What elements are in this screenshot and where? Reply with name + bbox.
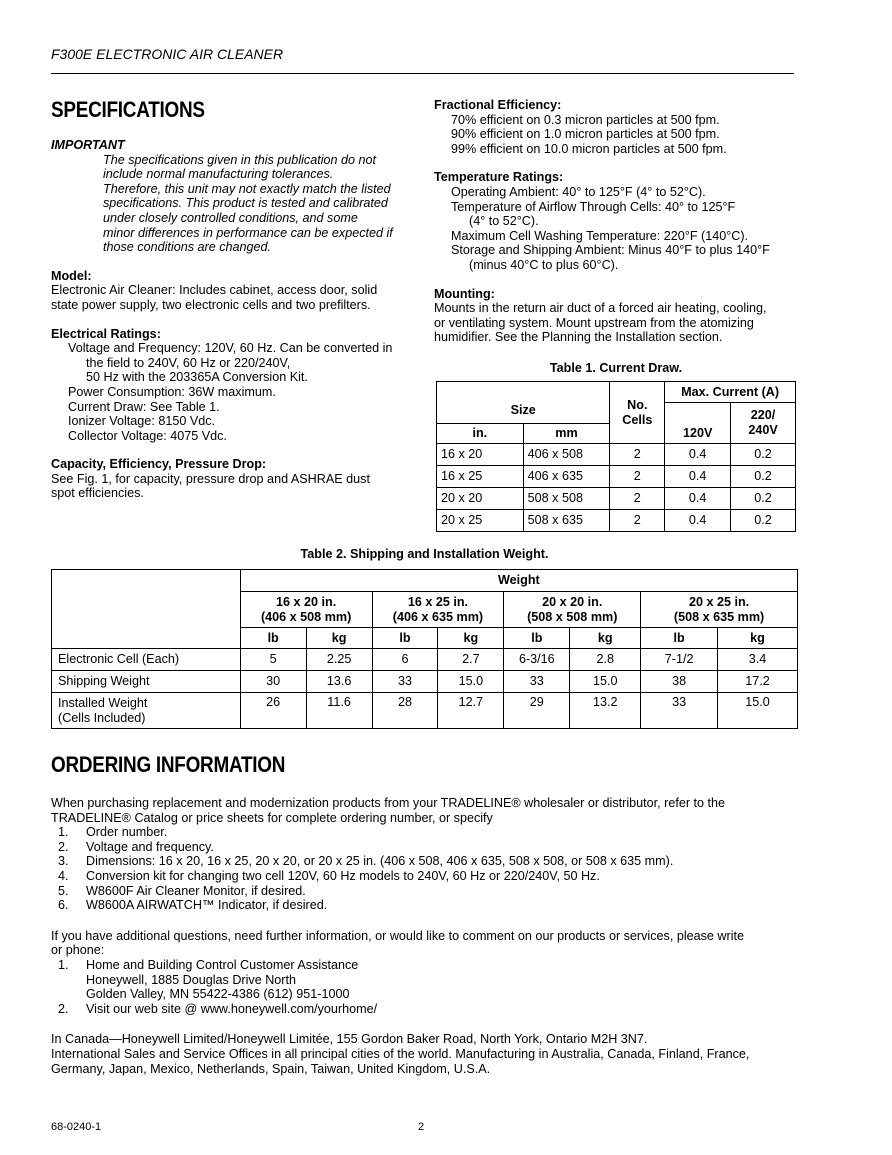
table-cell: 28 [372, 693, 438, 729]
capacity-section [51, 457, 421, 501]
address-line: Home and Building Control Customer Assistance [86, 957, 359, 972]
table-cell: 15.0 [570, 671, 641, 693]
list-item [51, 1002, 811, 1017]
table-cell: 6 [372, 649, 438, 671]
electrical-line: Current Draw: See Table 1. [68, 399, 220, 414]
table-cell: 30 [240, 671, 306, 693]
important-line: Therefore, this unit may not exactly match the listed [103, 181, 391, 196]
questions-line: If you have additional questions, need further information, or would like to comment on our products or services, please write [51, 928, 745, 943]
table1-size-header: Size [437, 382, 610, 424]
ordering-list [51, 825, 811, 913]
running-header: F300E ELECTRONIC AIR CLEANER [51, 46, 284, 62]
table-cell: 5 [240, 649, 306, 671]
table-cell: 33 [504, 671, 570, 693]
table-cell: 406 x 635 [523, 466, 610, 488]
table-cell: 508 x 508 [523, 488, 610, 510]
list-item [51, 825, 811, 840]
table-cell: 6-3/16 [504, 649, 570, 671]
temperature-label: Temperature Ratings: [434, 170, 564, 185]
table-cell: 0.4 [665, 444, 731, 466]
table-row [52, 649, 798, 671]
address-line: Golden Valley, MN 55422-4386 (612) 951-1000 [86, 987, 350, 1002]
specs-right-column [434, 98, 804, 345]
list-item [51, 884, 811, 899]
table-row [52, 671, 798, 693]
table-cell: 13.6 [306, 671, 372, 693]
contact-address [86, 958, 358, 1002]
size-header-line: (508 x 635 mm) [673, 609, 765, 624]
unit-header: kg [306, 628, 372, 649]
table1-mm-header: mm [523, 424, 610, 444]
mounting-label: Mounting: [434, 286, 495, 301]
table-cell: 2 [610, 466, 665, 488]
important-line: specifications. This product is tested and calibrated [103, 196, 388, 211]
table-cell: 16 x 20 [437, 444, 524, 466]
size-header-line: 16 x 20 in. [276, 594, 337, 609]
model-line: state power supply, two electronic cells and two prefilters. [51, 297, 371, 312]
important-line: minor differences in performance can be expected if [103, 225, 393, 240]
table1-caption: Table 1. Current Draw. [549, 361, 683, 375]
capacity-line: See Fig. 1, for capacity, pressure drop and ASHRAE dust [51, 471, 370, 486]
item-text: W8600F Air Cleaner Monitor, if desired. [86, 883, 306, 898]
item-number: 3. [58, 854, 69, 869]
size-header-line: 20 x 25 in. [688, 594, 750, 609]
item-number: 5. [58, 883, 69, 898]
electrical-line: Collector Voltage: 4075 Vdc. [68, 428, 227, 443]
unit-header: lb [372, 628, 438, 649]
table-row [437, 488, 796, 510]
table1-max-current-header: Max. Current (A) [665, 382, 796, 403]
table-cell: 406 x 508 [523, 444, 610, 466]
table-cell: 0.4 [665, 488, 731, 510]
table-cell: 0.2 [731, 466, 796, 488]
electrical-line: Ionizer Voltage: 8150 Vdc. [68, 414, 216, 429]
table2-corner [52, 570, 241, 649]
table-cell: 2 [610, 510, 665, 532]
website-text: Visit our web site @ www.honeywell.com/yourhome/ [86, 1001, 378, 1016]
important-line: The specifications given in this publication do not [103, 152, 377, 167]
specs-heading: SPECIFICATIONS [51, 97, 205, 122]
table-cell: 2.7 [438, 649, 504, 671]
table2-size-header [240, 592, 372, 628]
mounting-line: or ventilating system. Mount upstream from the atomizing [434, 315, 754, 330]
row-label: Electronic Cell (Each) [52, 649, 241, 671]
important-note [51, 138, 421, 255]
table2-caption: Table 2. Shipping and Installation Weight. [300, 547, 549, 561]
temperature-line: Temperature of Airflow Through Cells: 40° to 125°F [451, 199, 736, 214]
row-label-line: Installed Weight [58, 695, 148, 710]
electrical-line: the field to 240V, 60 Hz or 220/240V, [86, 355, 291, 370]
list-item [51, 958, 811, 1002]
important-body [51, 153, 421, 255]
questions-line: or phone: [51, 943, 105, 958]
important-line: under closely controlled conditions, and some [103, 210, 358, 225]
ordering-heading: ORDERING INFORMATION [51, 752, 286, 777]
item-number: 4. [58, 868, 69, 883]
table-cell: 29 [504, 693, 570, 729]
electrical-line: Voltage and Frequency: 120V, 60 Hz. Can be converted in [68, 341, 393, 356]
unit-header: kg [438, 628, 504, 649]
table-row [437, 466, 796, 488]
size-header-line: 16 x 25 in. [407, 594, 469, 609]
list-item [51, 869, 811, 884]
canada-line: Germany, Japan, Mexico, Netherlands, Spain, Taiwan, United Kingdom, U.S.A. [51, 1061, 491, 1076]
table-cell: 0.2 [731, 488, 796, 510]
item-text: W8600A AIRWATCH™ Indicator, if desired. [86, 898, 328, 913]
table2-size-header [504, 592, 641, 628]
table1-current-draw [436, 381, 796, 532]
item-text: Order number. [86, 825, 168, 840]
item-text: Voltage and frequency. [86, 839, 214, 854]
page-number: 2 [418, 1121, 425, 1133]
table-cell: 13.2 [570, 693, 641, 729]
canada-paragraph [51, 1032, 811, 1076]
capacity-label: Capacity, Efficiency, Pressure Drop: [51, 457, 267, 472]
important-line: include normal manufacturing tolerances. [103, 167, 334, 182]
table1-in-header: in. [437, 424, 524, 444]
header-rule [51, 73, 794, 74]
table-cell: 20 x 20 [437, 488, 524, 510]
electrical-line: 50 Hz with the 203365A Conversion Kit. [86, 370, 308, 385]
model-label: Model: [51, 268, 92, 283]
canada-line: International Sales and Service Offices in all principal cities of the world. Manufacturing in Australia, Canada, Finland, France, [51, 1046, 750, 1061]
table-cell: 15.0 [718, 693, 798, 729]
specs-left-column [51, 98, 421, 501]
ordering-intro [51, 796, 811, 825]
temperature-line: Maximum Cell Washing Temperature: 220°F (140°C). [451, 228, 749, 243]
table-cell: 11.6 [306, 693, 372, 729]
table-cell: 2.25 [306, 649, 372, 671]
fractional-line: 90% efficient on 1.0 micron particles at 500 fpm. [451, 127, 720, 142]
unit-header: kg [570, 628, 641, 649]
item-number: 6. [58, 898, 69, 913]
table1-cells-header: No. Cells [610, 382, 665, 444]
table-row [437, 444, 796, 466]
fractional-line: 70% efficient on 0.3 micron particles at 500 fpm. [451, 112, 720, 127]
table-cell: 0.2 [731, 444, 796, 466]
mounting-line: Mounts in the return air duct of a forced air heating, cooling, [434, 301, 767, 316]
list-item [51, 854, 811, 869]
table-cell: 508 x 635 [523, 510, 610, 532]
canada-line: In Canada—Honeywell Limited/Honeywell Limitée, 155 Gordon Baker Road, North York, Ontario M2H 3N7. [51, 1032, 648, 1047]
unit-header: lb [504, 628, 570, 649]
unit-header: lb [240, 628, 306, 649]
capacity-line: spot efficiencies. [51, 486, 144, 501]
table-row [52, 693, 798, 729]
temperature-line: (4° to 52°C). [469, 214, 539, 229]
unit-header: kg [718, 628, 798, 649]
table-cell: 3.4 [718, 649, 798, 671]
table1-120v-header: 120V [665, 403, 731, 444]
table2-size-header [372, 592, 504, 628]
item-number: 1. [58, 957, 69, 972]
fractional-section [434, 98, 804, 156]
electrical-line: Power Consumption: 36W maximum. [68, 384, 276, 399]
important-line: those conditions are changed. [103, 240, 272, 255]
model-section [51, 269, 421, 313]
table-cell: 7-1/2 [641, 649, 718, 671]
row-label: Shipping Weight [52, 671, 241, 693]
table-cell: 33 [641, 693, 718, 729]
table-cell: 38 [641, 671, 718, 693]
table-cell: 20 x 25 [437, 510, 524, 532]
ordering-section [51, 753, 811, 1076]
table-cell: 12.7 [438, 693, 504, 729]
unit-header: lb [641, 628, 718, 649]
table-cell: 26 [240, 693, 306, 729]
doc-number: 68-0240-1 [51, 1121, 102, 1133]
list-item [51, 840, 811, 855]
item-number: 1. [58, 825, 69, 840]
size-header-line: (406 x 635 mm) [392, 609, 484, 624]
table-cell: 2.8 [570, 649, 641, 671]
temperature-line: Operating Ambient: 40° to 125°F (4° to 52°C). [451, 184, 706, 199]
fractional-line: 99% efficient on 10.0 micron particles at 500 fpm. [451, 141, 727, 156]
size-header-line: (508 x 508 mm) [527, 609, 618, 624]
table-cell: 15.0 [438, 671, 504, 693]
table-cell: 0.2 [731, 510, 796, 532]
table-cell: 2 [610, 444, 665, 466]
item-number: 2. [58, 1001, 69, 1016]
size-header-line: (406 x 508 mm) [260, 609, 352, 624]
table-cell: 2 [610, 488, 665, 510]
table-row [437, 510, 796, 532]
table-cell: 0.4 [665, 510, 731, 532]
size-header-line: 20 x 20 in. [542, 594, 603, 609]
temperature-line: (minus 40°C to plus 60°C). [469, 257, 619, 272]
list-item [51, 898, 811, 913]
row-label [52, 693, 241, 729]
electrical-section [51, 327, 421, 444]
table1-220v-header: 220/ 240V [731, 403, 796, 444]
intro-line: When purchasing replacement and modernization products from your TRADELINE® wholesaler or distributor, refer to the [51, 796, 726, 810]
table-cell: 33 [372, 671, 438, 693]
table2-weight-header: Weight [240, 570, 797, 592]
table-cell: 0.4 [665, 466, 731, 488]
table-cell: 16 x 25 [437, 466, 524, 488]
mounting-section [434, 287, 804, 345]
item-text: Dimensions: 16 x 20, 16 x 25, 20 x 20, or 20 x 25 in. (406 x 508, 406 x 635, 508 x 508, or 508 x 635 mm). [86, 854, 674, 869]
model-line: Electronic Air Cleaner: Includes cabinet, access door, solid [51, 283, 378, 298]
table-cell: 17.2 [718, 671, 798, 693]
questions-paragraph [51, 929, 811, 958]
mounting-line: humidifier. See the Planning the Installation section. [434, 330, 723, 345]
intro-line: TRADELINE® Catalog or price sheets for complete ordering number, or specify [51, 810, 493, 825]
row-label-line: (Cells Included) [58, 710, 146, 725]
contact-list [51, 958, 811, 1016]
important-label: IMPORTANT [51, 138, 125, 152]
address-line: Honeywell, 1885 Douglas Drive North [86, 972, 296, 987]
item-number: 2. [58, 839, 69, 854]
table2-size-header [641, 592, 798, 628]
temperature-section [434, 170, 804, 272]
electrical-label: Electrical Ratings: [51, 326, 161, 341]
temperature-line: Storage and Shipping Ambient: Minus 40°F to plus 140°F [451, 243, 770, 258]
item-text: Conversion kit for changing two cell 120V, 60 Hz models to 240V, 60 Hz or 220/240V, 50 Hz. [86, 868, 600, 883]
fractional-label: Fractional Efficiency: [434, 98, 562, 112]
table2-weights [51, 569, 798, 729]
